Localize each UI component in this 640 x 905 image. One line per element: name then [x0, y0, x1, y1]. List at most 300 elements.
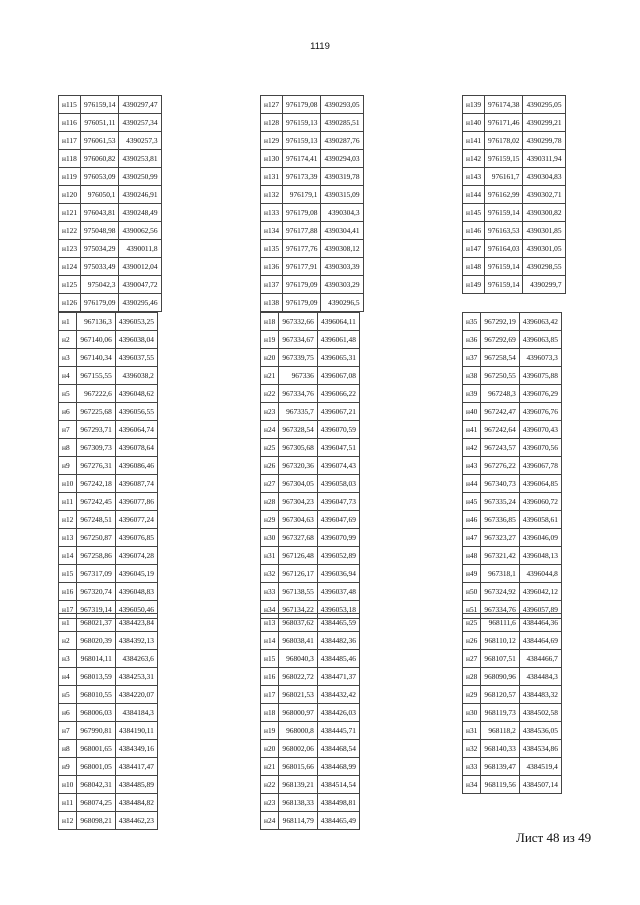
- point-name-cell: н30: [463, 704, 481, 722]
- y-coordinate-cell: 4396077,24: [115, 511, 157, 529]
- point-name-cell: н42: [463, 439, 481, 457]
- x-coordinate-cell: 968000,8: [279, 722, 317, 740]
- table-row: [261, 529, 360, 547]
- y-coordinate-cell: 4390250,99: [119, 168, 161, 186]
- x-coordinate-cell: 968139,21: [279, 776, 317, 794]
- table-row: [463, 511, 562, 529]
- x-coordinate-cell: 976177,91: [283, 258, 321, 276]
- table-row: [59, 349, 158, 367]
- y-coordinate-cell: 4384465,49: [317, 812, 359, 830]
- y-coordinate-cell: 4390285,51: [321, 114, 363, 132]
- x-coordinate-cell: 968021,37: [77, 614, 115, 632]
- y-coordinate-cell: 4390062,56: [119, 222, 161, 240]
- table-row: [59, 493, 158, 511]
- x-coordinate-cell: 968022,72: [279, 668, 317, 686]
- y-coordinate-cell: 4396061,48: [317, 331, 359, 349]
- table-row: [59, 403, 158, 421]
- y-coordinate-cell: 4384468,99: [317, 758, 359, 776]
- x-coordinate-cell: 967335,24: [481, 493, 519, 511]
- point-name-cell: н11: [59, 794, 77, 812]
- y-coordinate-cell: 4396053,25: [115, 313, 157, 331]
- sheet-label: Лист 48 из 49: [516, 830, 592, 845]
- y-coordinate-cell: 4396045,19: [115, 565, 157, 583]
- table-row: [59, 222, 162, 240]
- point-name-cell: н36: [463, 331, 481, 349]
- table-row: [463, 776, 562, 794]
- point-name-cell: н7: [59, 421, 77, 439]
- y-coordinate-cell: 4396053,18: [317, 601, 359, 619]
- y-coordinate-cell: 4390295,46: [119, 294, 161, 312]
- x-coordinate-cell: 967258,54: [481, 349, 519, 367]
- y-coordinate-cell: 4390301,85: [523, 222, 565, 240]
- table-row: [261, 668, 360, 686]
- point-name-cell: н18: [261, 704, 279, 722]
- table-row: [261, 367, 360, 385]
- x-coordinate-cell: 976177,76: [283, 240, 321, 258]
- y-coordinate-cell: 4384498,81: [317, 794, 359, 812]
- table-row: [261, 493, 360, 511]
- y-coordinate-cell: 4390319,78: [321, 168, 363, 186]
- y-coordinate-cell: 4396056,55: [115, 403, 157, 421]
- x-coordinate-cell: 967155,55: [77, 367, 115, 385]
- table-row: [463, 367, 562, 385]
- coordinates-table: [462, 613, 562, 794]
- table-row: [261, 722, 360, 740]
- y-coordinate-cell: 4396038,2: [115, 367, 157, 385]
- y-coordinate-cell: 4396048,62: [115, 385, 157, 403]
- point-name-cell: н6: [59, 403, 77, 421]
- x-coordinate-cell: 968140,33: [481, 740, 519, 758]
- table-row: [59, 313, 158, 331]
- y-coordinate-cell: 4390315,09: [321, 186, 363, 204]
- table-row: [261, 758, 360, 776]
- table-row: [463, 186, 566, 204]
- table-row: [261, 240, 364, 258]
- y-coordinate-cell: 4390297,47: [119, 96, 161, 114]
- y-coordinate-cell: 4384485,89: [115, 776, 157, 794]
- point-name-cell: н147: [463, 240, 485, 258]
- point-name-cell: н16: [261, 668, 279, 686]
- y-coordinate-cell: 4384484,3: [519, 668, 561, 686]
- point-name-cell: н120: [59, 186, 81, 204]
- point-name-cell: н19: [261, 331, 279, 349]
- y-coordinate-cell: 4384482,36: [317, 632, 359, 650]
- point-name-cell: н14: [261, 632, 279, 650]
- x-coordinate-cell: 976163,53: [485, 222, 523, 240]
- y-coordinate-cell: 4390295,05: [523, 96, 565, 114]
- y-coordinate-cell: 4396074,28: [115, 547, 157, 565]
- table-row: [463, 349, 562, 367]
- point-name-cell: н24: [261, 421, 279, 439]
- x-coordinate-cell: 976179,08: [283, 204, 321, 222]
- x-coordinate-cell: 967339,75: [279, 349, 317, 367]
- y-coordinate-cell: 4384349,16: [115, 740, 157, 758]
- x-coordinate-cell: 967250,87: [77, 529, 115, 547]
- y-coordinate-cell: 4396058,03: [317, 475, 359, 493]
- table-row: [59, 114, 162, 132]
- point-name-cell: н39: [463, 385, 481, 403]
- point-name-cell: н134: [261, 222, 283, 240]
- x-coordinate-cell: 968015,66: [279, 758, 317, 776]
- coordinates-table: [58, 312, 158, 619]
- point-name-cell: н130: [261, 150, 283, 168]
- table-row: [59, 421, 158, 439]
- x-coordinate-cell: 967334,67: [279, 331, 317, 349]
- y-coordinate-cell: 4396086,46: [115, 457, 157, 475]
- x-coordinate-cell: 967321,42: [481, 547, 519, 565]
- y-coordinate-cell: 4396064,74: [115, 421, 157, 439]
- point-name-cell: н8: [59, 439, 77, 457]
- y-coordinate-cell: 4384263,6: [115, 650, 157, 668]
- table-row: [59, 367, 158, 385]
- point-name-cell: н21: [261, 758, 279, 776]
- y-coordinate-cell: 4390308,12: [321, 240, 363, 258]
- y-coordinate-cell: 4384417,47: [115, 758, 157, 776]
- table-row: [463, 132, 566, 150]
- point-name-cell: н34: [463, 776, 481, 794]
- point-name-cell: н5: [59, 385, 77, 403]
- point-name-cell: н12: [59, 511, 77, 529]
- point-name-cell: н29: [463, 686, 481, 704]
- point-name-cell: н144: [463, 186, 485, 204]
- point-name-cell: н118: [59, 150, 81, 168]
- y-coordinate-cell: 4390304,3: [321, 204, 363, 222]
- table-row: [59, 150, 162, 168]
- y-coordinate-cell: 4384392,13: [115, 632, 157, 650]
- x-coordinate-cell: 976174,38: [485, 96, 523, 114]
- x-coordinate-cell: 976051,11: [81, 114, 119, 132]
- table-row: [261, 632, 360, 650]
- table-row: [59, 776, 158, 794]
- x-coordinate-cell: 975034,29: [81, 240, 119, 258]
- y-coordinate-cell: 4384483,32: [519, 686, 561, 704]
- y-coordinate-cell: 4390299,7: [523, 276, 565, 294]
- y-coordinate-cell: 4390301,05: [523, 240, 565, 258]
- point-name-cell: н51: [463, 601, 481, 619]
- x-coordinate-cell: 976053,09: [81, 168, 119, 186]
- y-coordinate-cell: 4384502,58: [519, 704, 561, 722]
- table-row: [261, 313, 360, 331]
- table-row: [261, 168, 364, 186]
- table-row: [463, 583, 562, 601]
- y-coordinate-cell: 4384471,37: [317, 668, 359, 686]
- y-coordinate-cell: 4396037,55: [115, 349, 157, 367]
- table-row: [59, 632, 158, 650]
- y-coordinate-cell: 4390047,72: [119, 276, 161, 294]
- y-coordinate-cell: 4390012,04: [119, 258, 161, 276]
- y-coordinate-cell: 4396070,59: [317, 421, 359, 439]
- point-name-cell: н142: [463, 150, 485, 168]
- point-name-cell: н27: [463, 650, 481, 668]
- table-row: [261, 186, 364, 204]
- table-row: [463, 331, 562, 349]
- x-coordinate-cell: 967242,47: [481, 403, 519, 421]
- point-name-cell: н21: [261, 367, 279, 385]
- y-coordinate-cell: 4396050,46: [115, 601, 157, 619]
- table-row: [261, 812, 360, 830]
- y-coordinate-cell: 4390300,82: [523, 204, 565, 222]
- point-name-cell: н115: [59, 96, 81, 114]
- x-coordinate-cell: 968110,12: [481, 632, 519, 650]
- table-row: [59, 276, 162, 294]
- point-name-cell: н31: [261, 547, 279, 565]
- point-name-cell: н14: [59, 547, 77, 565]
- table-row: [59, 740, 158, 758]
- x-coordinate-cell: 968042,31: [77, 776, 115, 794]
- y-coordinate-cell: 4390299,78: [523, 132, 565, 150]
- page-number: 1119: [310, 41, 330, 52]
- y-coordinate-cell: 4396064,85: [519, 475, 561, 493]
- x-coordinate-cell: 976161,7: [485, 168, 523, 186]
- coordinates-table: [462, 95, 566, 294]
- point-name-cell: н26: [261, 457, 279, 475]
- point-name-cell: н48: [463, 547, 481, 565]
- x-coordinate-cell: 976159,15: [485, 150, 523, 168]
- x-coordinate-cell: 967990,81: [77, 722, 115, 740]
- point-name-cell: н13: [261, 614, 279, 632]
- point-name-cell: н126: [59, 294, 81, 312]
- table-row: [463, 439, 562, 457]
- point-name-cell: н33: [463, 758, 481, 776]
- y-coordinate-cell: 4384514,54: [317, 776, 359, 794]
- y-coordinate-cell: 4396067,21: [317, 403, 359, 421]
- x-coordinate-cell: 968119,56: [481, 776, 519, 794]
- y-coordinate-cell: 4384484,82: [115, 794, 157, 812]
- point-name-cell: н17: [261, 686, 279, 704]
- x-coordinate-cell: 968114,79: [279, 812, 317, 830]
- x-coordinate-cell: 967126,17: [279, 565, 317, 583]
- point-name-cell: н19: [261, 722, 279, 740]
- table-row: [261, 258, 364, 276]
- y-coordinate-cell: 4396070,99: [317, 529, 359, 547]
- x-coordinate-cell: 968000,97: [279, 704, 317, 722]
- y-coordinate-cell: 4396070,43: [519, 421, 561, 439]
- y-coordinate-cell: 4384536,05: [519, 722, 561, 740]
- point-name-cell: н41: [463, 421, 481, 439]
- x-coordinate-cell: 967222,6: [77, 385, 115, 403]
- y-coordinate-cell: 4384423,84: [115, 614, 157, 632]
- y-coordinate-cell: 4384464,36: [519, 614, 561, 632]
- x-coordinate-cell: 967242,18: [77, 475, 115, 493]
- y-coordinate-cell: 4390253,81: [119, 150, 161, 168]
- y-coordinate-cell: 4384426,03: [317, 704, 359, 722]
- table-row: [463, 421, 562, 439]
- point-name-cell: н124: [59, 258, 81, 276]
- x-coordinate-cell: 968040,3: [279, 650, 317, 668]
- y-coordinate-cell: 4396064,11: [317, 313, 359, 331]
- table-row: [261, 294, 364, 312]
- y-coordinate-cell: 4384485,46: [317, 650, 359, 668]
- x-coordinate-cell: 967140,06: [77, 331, 115, 349]
- point-name-cell: н17: [59, 601, 77, 619]
- table-row: [59, 614, 158, 632]
- y-coordinate-cell: 4396042,12: [519, 583, 561, 601]
- table-row: [59, 331, 158, 349]
- point-name-cell: н20: [261, 349, 279, 367]
- table-row: [59, 511, 158, 529]
- table-row: [463, 150, 566, 168]
- point-name-cell: н3: [59, 650, 77, 668]
- x-coordinate-cell: 967304,63: [279, 511, 317, 529]
- x-coordinate-cell: 976162,99: [485, 186, 523, 204]
- x-coordinate-cell: 968038,41: [279, 632, 317, 650]
- y-coordinate-cell: 4390257,3: [119, 132, 161, 150]
- table-row: [59, 758, 158, 776]
- point-name-cell: н121: [59, 204, 81, 222]
- y-coordinate-cell: 4396066,22: [317, 385, 359, 403]
- x-coordinate-cell: 968037,62: [279, 614, 317, 632]
- x-coordinate-cell: 968111,6: [481, 614, 519, 632]
- point-name-cell: н28: [463, 668, 481, 686]
- y-coordinate-cell: 4390304,83: [523, 168, 565, 186]
- x-coordinate-cell: 976159,14: [485, 276, 523, 294]
- table-row: [463, 722, 562, 740]
- y-coordinate-cell: 4396047,73: [317, 493, 359, 511]
- x-coordinate-cell: 967340,73: [481, 475, 519, 493]
- x-coordinate-cell: 967332,66: [279, 313, 317, 331]
- y-coordinate-cell: 4396063,42: [519, 313, 561, 331]
- point-name-cell: н26: [463, 632, 481, 650]
- y-coordinate-cell: 4390298,55: [523, 258, 565, 276]
- point-name-cell: н136: [261, 258, 283, 276]
- point-name-cell: н11: [59, 493, 77, 511]
- x-coordinate-cell: 976179,09: [81, 294, 119, 312]
- y-coordinate-cell: 4384468,54: [317, 740, 359, 758]
- point-name-cell: н2: [59, 331, 77, 349]
- x-coordinate-cell: 967334,76: [481, 601, 519, 619]
- table-row: [59, 704, 158, 722]
- point-name-cell: н29: [261, 511, 279, 529]
- table-row: [261, 686, 360, 704]
- x-coordinate-cell: 968074,25: [77, 794, 115, 812]
- point-name-cell: н32: [261, 565, 279, 583]
- x-coordinate-cell: 967318,1: [481, 565, 519, 583]
- x-coordinate-cell: 967328,54: [279, 421, 317, 439]
- point-name-cell: н131: [261, 168, 283, 186]
- table-row: [463, 168, 566, 186]
- x-coordinate-cell: 976178,02: [485, 132, 523, 150]
- x-coordinate-cell: 968119,73: [481, 704, 519, 722]
- table-row: [59, 186, 162, 204]
- point-name-cell: н137: [261, 276, 283, 294]
- y-coordinate-cell: 4384507,14: [519, 776, 561, 794]
- table-row: [59, 96, 162, 114]
- x-coordinate-cell: 968010,55: [77, 686, 115, 704]
- y-coordinate-cell: 4384534,86: [519, 740, 561, 758]
- y-coordinate-cell: 4396047,69: [317, 511, 359, 529]
- coordinates-table: [58, 95, 162, 312]
- y-coordinate-cell: 4384220,07: [115, 686, 157, 704]
- table-row: [59, 258, 162, 276]
- x-coordinate-cell: 967323,27: [481, 529, 519, 547]
- y-coordinate-cell: 4384190,11: [115, 722, 157, 740]
- point-name-cell: н24: [261, 812, 279, 830]
- point-name-cell: н32: [463, 740, 481, 758]
- table-row: [261, 776, 360, 794]
- table-row: [59, 565, 158, 583]
- table-row: [59, 650, 158, 668]
- point-name-cell: н5: [59, 686, 77, 704]
- y-coordinate-cell: 4390299,21: [523, 114, 565, 132]
- table-row: [463, 547, 562, 565]
- point-name-cell: н12: [59, 812, 77, 830]
- point-name-cell: н1: [59, 313, 77, 331]
- x-coordinate-cell: 967242,45: [77, 493, 115, 511]
- y-coordinate-cell: 4384519,4: [519, 758, 561, 776]
- x-coordinate-cell: 976060,82: [81, 150, 119, 168]
- x-coordinate-cell: 967336: [279, 367, 317, 385]
- x-coordinate-cell: 967243,57: [481, 439, 519, 457]
- y-coordinate-cell: 4390011,8: [119, 240, 161, 258]
- y-coordinate-cell: 4396044,8: [519, 565, 561, 583]
- y-coordinate-cell: 4384462,23: [115, 812, 157, 830]
- x-coordinate-cell: 967134,22: [279, 601, 317, 619]
- table-row: [59, 132, 162, 150]
- x-coordinate-cell: 967336,85: [481, 511, 519, 529]
- y-coordinate-cell: 4396076,76: [519, 403, 561, 421]
- y-coordinate-cell: 4390304,41: [321, 222, 363, 240]
- x-coordinate-cell: 967136,3: [77, 313, 115, 331]
- x-coordinate-cell: 967320,36: [279, 457, 317, 475]
- point-name-cell: н128: [261, 114, 283, 132]
- y-coordinate-cell: 4396076,85: [115, 529, 157, 547]
- x-coordinate-cell: 976159,14: [81, 96, 119, 114]
- y-coordinate-cell: 4396052,89: [317, 547, 359, 565]
- coordinates-table: [260, 95, 364, 312]
- table-row: [59, 529, 158, 547]
- table-row: [463, 704, 562, 722]
- coordinates-table: [58, 613, 158, 830]
- x-coordinate-cell: 968138,33: [279, 794, 317, 812]
- x-coordinate-cell: 968107,51: [481, 650, 519, 668]
- point-name-cell: н47: [463, 529, 481, 547]
- x-coordinate-cell: 967138,55: [279, 583, 317, 601]
- x-coordinate-cell: 976174,41: [283, 150, 321, 168]
- x-coordinate-cell: 976159,13: [283, 114, 321, 132]
- coordinates-table: [260, 613, 360, 830]
- x-coordinate-cell: 967324,92: [481, 583, 519, 601]
- x-coordinate-cell: 967276,22: [481, 457, 519, 475]
- table-row: [261, 114, 364, 132]
- table-row: [261, 583, 360, 601]
- table-row: [261, 740, 360, 758]
- x-coordinate-cell: 967250,55: [481, 367, 519, 385]
- table-row: [261, 614, 360, 632]
- table-row: [261, 150, 364, 168]
- table-row: [59, 385, 158, 403]
- table-row: [261, 511, 360, 529]
- table-row: [261, 421, 360, 439]
- x-coordinate-cell: 967319,14: [77, 601, 115, 619]
- x-coordinate-cell: 967126,48: [279, 547, 317, 565]
- table-row: [463, 740, 562, 758]
- table-row: [463, 204, 566, 222]
- table-row: [261, 385, 360, 403]
- x-coordinate-cell: 967225,68: [77, 403, 115, 421]
- y-coordinate-cell: 4384445,71: [317, 722, 359, 740]
- y-coordinate-cell: 4396078,64: [115, 439, 157, 457]
- point-name-cell: н1: [59, 614, 77, 632]
- point-name-cell: н33: [261, 583, 279, 601]
- x-coordinate-cell: 968013,59: [77, 668, 115, 686]
- table-row: [463, 529, 562, 547]
- table-row: [59, 812, 158, 830]
- point-name-cell: н49: [463, 565, 481, 583]
- table-row: [261, 650, 360, 668]
- x-coordinate-cell: 976171,46: [485, 114, 523, 132]
- x-coordinate-cell: 967293,71: [77, 421, 115, 439]
- point-name-cell: н9: [59, 457, 77, 475]
